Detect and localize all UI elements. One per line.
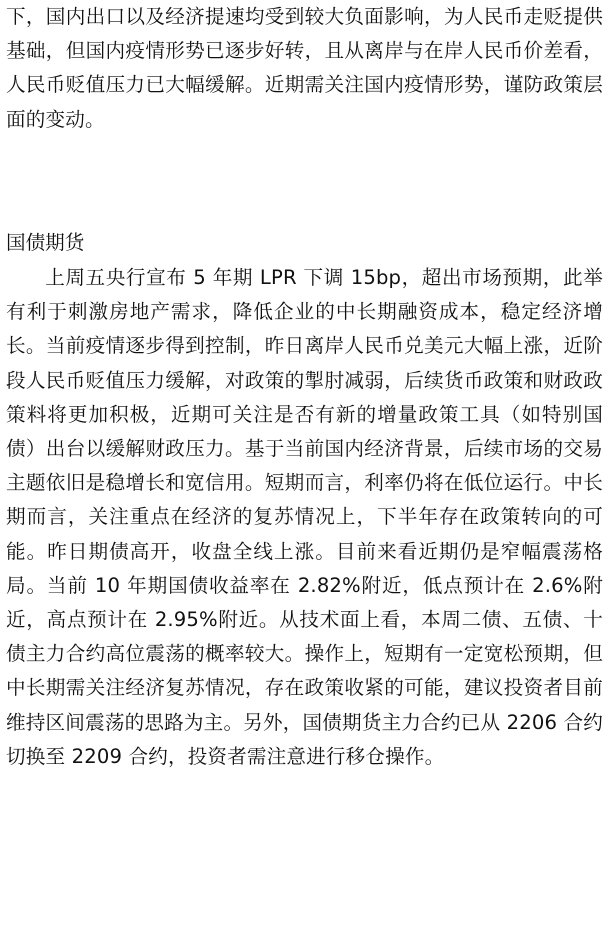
section-paragraph: 上周五央行宣布 5 年期 LPR 下调 15bp，超出市场预期，此举有利于刺激房地产需求，降低企业的中长期融资成本，稳定经济增长。当前疫情逐步得到控制，昨日离岸人民币兑美元大幅上涨，近阶段人民币贬值压力缓解，对政策的掣肘减弱，后续货币政策和财政政策料将更加积极，近期可关注是否有新的增量政策工具（如特别国债）出台以缓解财政压力。基于当前国内经济背景，后续市场的交易主题依旧是稳增长和宽信用。短期而言，利率仍将在低位运行。中长期而言，关注重点在经济的复苏情况上，下半年存在政策转向的可能。昨日期债高开，收盘全线上涨。目前来看近期仍是窄幅震荡格局。当前 10 年期国债收益率在 2.82%附近，低点预计在 2.6%附近，高点预计在 2.95%附近。从技术面上看，本周二债、五债、十债主力合约高位震荡的概率较大。操作上，短期有一定宽松预期，但中长期需关注经济复苏情况，存在政策收紧的可能，建议投资者目前维持区间震荡的思路为主。另外，国债期货主力合约已从 2206 合约切换至 2209 合约，投资者需注意进行移仓操作。 — [6, 266, 603, 768]
continued-paragraph: 下，国内出口以及经济提速均受到较大负面影响，为人民币走贬提供基础，但国内疫情形势已逐步好转，且从离岸与在岸人民币价差看，人民币贬值压力已大幅缓解。近期需关注国内疫情形势，谨防政策层面的变动。 — [6, 5, 603, 131]
section-heading: 国债期货 — [6, 231, 85, 254]
